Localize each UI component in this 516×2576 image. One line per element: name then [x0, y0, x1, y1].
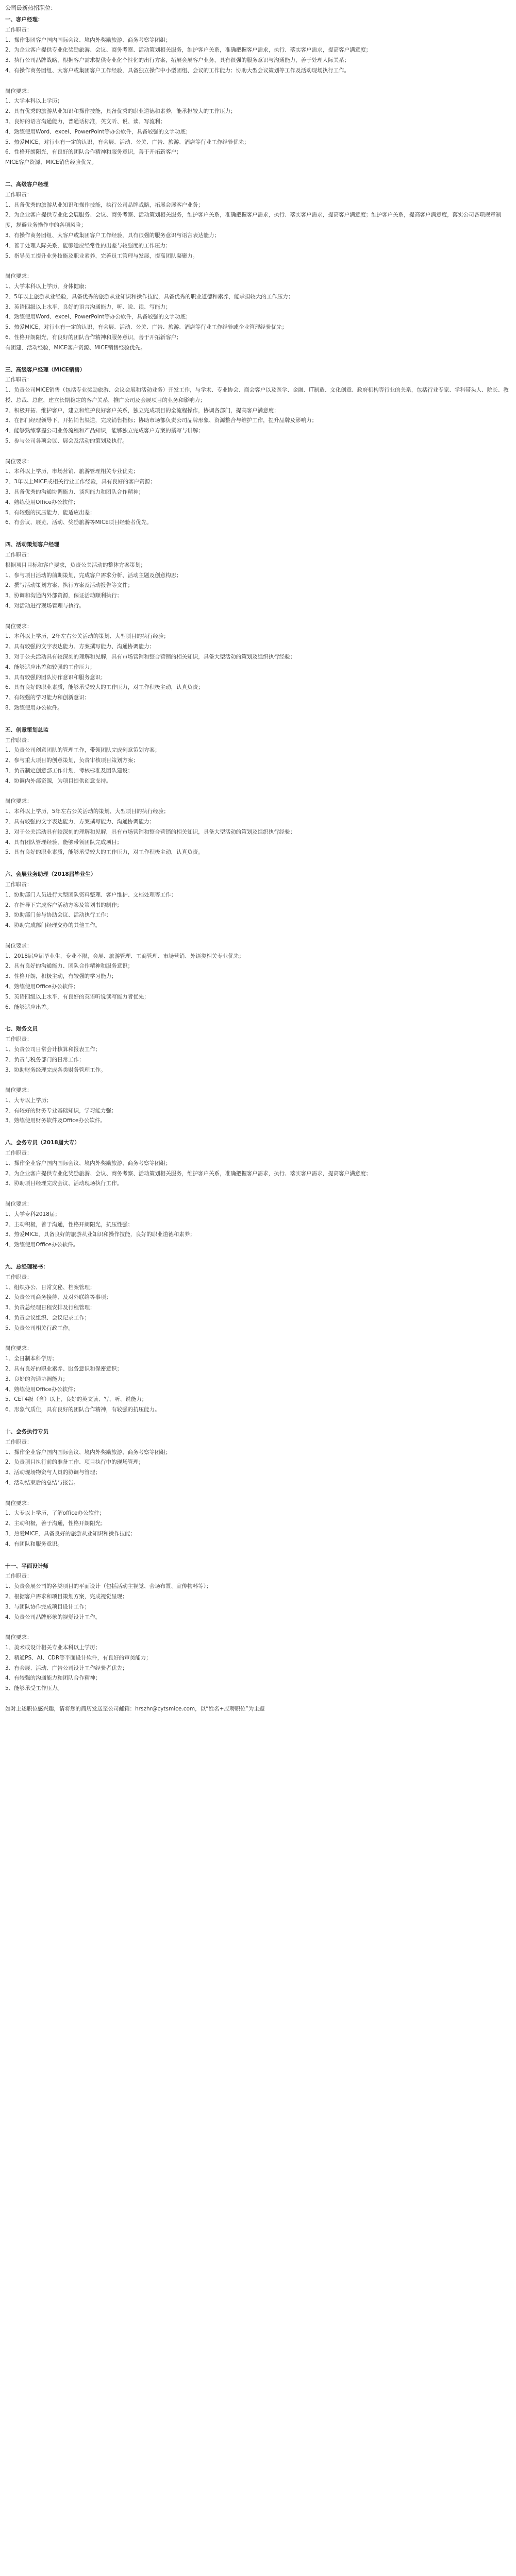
duty-item: 3、负责总经理日程安排及行程管理；: [5, 1304, 95, 1311]
duty-item: 1、负责公司创意团队的管理工作，带领团队完成创意策划方案；: [5, 747, 160, 754]
requirement-item: 3、英语四级以上水平，良好的语言沟通能力，听、说、读、写能力；: [5, 303, 171, 310]
job-section: [5, 1262, 509, 1415]
requirement-item: 2、具有较强的文字表达能力、方案撰写能力、沟通协调能力；: [5, 818, 155, 825]
requirement-item: 4、熟练使用Office办公软件；: [5, 983, 79, 990]
duty-label: 工作职责：: [5, 1573, 32, 1580]
requirement-item: 1、大专以上学历，了解office办公软件；: [5, 1510, 105, 1517]
requirement-item: 1、大学本科以上学历，身体健康；: [5, 283, 90, 290]
duty-item: 2、负责与税务部门的日常工作；: [5, 1056, 85, 1063]
paragraph-gap: [5, 1622, 509, 1633]
requirement-item: 5、热爱MICE，对行业有一定的认识，有会展、活动、公关、广告、旅游、酒店等行业工作经验或企业管理经验优先；: [5, 324, 288, 331]
requirement-item: 2、具有良好的职业素养、服务意识和保密意识；: [5, 1366, 123, 1372]
duty-item: 4、活动结束后的总结与报告。: [5, 1479, 79, 1486]
requirement-item: 2、主动积极，善于沟通，性格开朗阳光；: [5, 1520, 106, 1527]
duty-label: 工作职责：: [5, 191, 32, 198]
paragraph-gap: [5, 76, 509, 87]
requirement-label: 岗位要求：: [5, 88, 32, 94]
requirement-item: 3、具备优秀的沟通协调能力、谈判能力和团队合作精神；: [5, 489, 144, 496]
job-title: 七、财务文员: [5, 1026, 38, 1032]
requirement-item: 8、熟练使用办公软件。: [5, 705, 63, 711]
duty-item: 2、负责项目执行前的准备工作、项目执行中的现场管理；: [5, 1459, 144, 1466]
duty-label: 工作职责：: [5, 26, 32, 33]
duty-label: 工作职责：: [5, 737, 32, 743]
duty-item: 根据项目目标和客户要求，负责公关活动的整体方案策划；: [5, 562, 146, 568]
requirement-item: 6、具有良好的职业素质，能够承受较大的工作压力，对工作积极主动，认真负责；: [5, 684, 204, 691]
job-section: [5, 540, 509, 714]
requirement-item: 6、性格开朗阳光，有良好的团队合作精神和服务意识，善于开拓新客户；: [5, 149, 182, 156]
duty-item: 4、负责公司品牌形象的视觉设计工作。: [5, 1614, 101, 1620]
requirement-item: 4、能够适应出差和较强的工作压力；: [5, 664, 95, 670]
duty-label: 工作职责：: [5, 377, 32, 383]
duty-label: 工作职责：: [5, 1150, 32, 1157]
job-title: 一、客户经理：: [5, 16, 43, 23]
duty-item: 1、协助部门人员进行大型团队资料整理、客户维护、文档处理等工作；: [5, 891, 177, 898]
duty-item: 4、协调内外部资源，为项目提供创意支持。: [5, 777, 112, 784]
requirement-item: 有团建、活动经验，MICE客户资源、MICE销售经验优先。: [5, 344, 146, 351]
duty-item: 1、操作集团客户国内国际会议、境内外奖励旅游、商务考察等团组；: [5, 37, 171, 43]
requirement-item: 4、熟练使用Word、excel、PowerPoint等办公软件，具备较强的文字功底；: [5, 128, 191, 135]
requirement-item: 1、本科以上学历，2年左右公关活动的策划、大型项目的执行经验；: [5, 633, 169, 640]
requirement-item: 1、全日制本科学历；: [5, 1355, 58, 1362]
job-title: 二、高级客户经理: [5, 181, 48, 188]
requirement-item: 2、具有较强的文字表达能力、方案撰写能力、沟通协调能力；: [5, 643, 155, 650]
duty-item: 1、具备优秀的旅游从业知识和操作技能，执行公司品牌战略，拓展会展客户业务；: [5, 201, 204, 208]
duty-item: 2、在指导下完成客户活动方案及策划书的制作；: [5, 902, 123, 908]
duty-label: 工作职责：: [5, 1438, 32, 1445]
duty-item: 4、善于处理人际关系，能够适应经常性的出差与较强度的工作压力；: [5, 242, 171, 249]
job-section: [5, 365, 509, 529]
job-section: [5, 180, 509, 353]
footer-contact: 如对上述职位感兴趣，请将您的简历发送至公司邮箱：hrszhr@cytsmice.com，以“姓名+应聘职位”为主题: [5, 1705, 265, 1712]
requirement-item: 5、能够承受工作压力。: [5, 1685, 63, 1692]
job-title: 五、创意策划总监: [5, 726, 48, 733]
requirement-item: 3、良好的沟通协调能力；: [5, 1376, 69, 1382]
duty-label: 工作职责：: [5, 1036, 32, 1043]
requirement-item: 1、大学专科2018届；: [5, 1211, 60, 1217]
requirement-item: 3、性格开朗，积极主动，有较强的学习能力；: [5, 973, 117, 980]
job-section: [5, 725, 509, 858]
requirement-label: 岗位要求：: [5, 798, 32, 805]
duty-item: 2、参与重大项目的创意策划，负责审核项目策划方案；: [5, 757, 139, 764]
requirement-item: 6、有会议、展览、活动、奖励旅游等MICE项目经验者优先。: [5, 519, 152, 526]
requirement-item: 4、具有团队管理经验，能够带领团队完成项目；: [5, 839, 123, 845]
requirement-item: 3、有会展、活动、广告公司设计工作经验者优先；: [5, 1665, 128, 1671]
duty-item: 1、操作企业客户国内国际会议、境内外奖励旅游、商务考察等团组；: [5, 1449, 171, 1455]
sections-container: [5, 15, 509, 1694]
duty-item: 2、负责公司商务接待、及对外联络等事项；: [5, 1294, 112, 1301]
paragraph-gap: [5, 447, 509, 457]
duty-item: 4、负责会议组织、会议记录工作；: [5, 1315, 90, 1321]
duty-item: 3、协调和沟通内外部资源，保证活动顺利执行；: [5, 592, 123, 599]
duty-item: 4、能够熟练掌握公司业务流程和产品知识，能够独立完成客户方案的撰写与讲解；: [5, 428, 204, 434]
duty-item: 5、负责公司相关行政工作。: [5, 1325, 74, 1331]
job-section: [5, 1024, 509, 1126]
duty-label: 工作职责：: [5, 552, 32, 558]
requirement-item: 5、具有良好的职业素质，能够承受较大的工作压力，对工作积极主动，认真负责。: [5, 849, 204, 856]
duty-item: 3、与团队协作完成项目设计工作；: [5, 1603, 90, 1610]
requirement-item: 5、热爱MICE，对行业有一定的认识，有会展、活动、公关、广告、旅游、酒店等行业工作经验优先；: [5, 139, 249, 145]
job-title: 九、总经理秘书：: [5, 1264, 48, 1270]
requirement-item: 2、精通PS、AI、CDR等平面设计软件，有良好的审美能力；: [5, 1654, 152, 1661]
requirement-item: 6、能够适应出差。: [5, 1004, 52, 1010]
requirement-label: 岗位要求：: [5, 273, 32, 280]
requirement-item: 3、对于公关活动具有较深刻的理解和见解，具有市场营销和整合营销的相关知识，具备大型活动的策划及组织执行经验；: [5, 828, 296, 835]
requirement-label: 岗位要求：: [5, 1201, 32, 1208]
requirement-item: 1、美术或设计相关专业本科以上学历；: [5, 1644, 101, 1651]
requirement-item: 5、具有较强的团队协作意识和服务意识；: [5, 674, 106, 681]
requirement-label: 岗位要求：: [5, 623, 32, 630]
requirement-label: 岗位要求：: [5, 1345, 32, 1352]
requirement-item: 4、熟练使用Word、excel、PowerPoint等办公软件，具备较强的文字功底；: [5, 314, 191, 320]
requirement-item: 1、大学本科以上学历；: [5, 98, 63, 105]
requirement-label: 岗位要求：: [5, 942, 32, 949]
job-section: [5, 1427, 509, 1550]
requirement-item: 2、有较好的财务专业基础知识，学习能力强；: [5, 1107, 117, 1114]
requirement-item: 2、具有良好的沟通能力、团队合作精神和服务意识；: [5, 963, 134, 970]
duty-item: 3、协助项目经理完成会议、活动现场执行工作。: [5, 1180, 123, 1187]
requirement-item: 3、熟练使用财务软件及Office办公软件。: [5, 1117, 106, 1124]
duty-item: 2、为企业客户提供专业化会展服务、会议、商务考察、活动策划相关服务，维护客户关系，准确把握客户需求，执行、落实客户需求，提高客户满意度；维护客户关系，提高客户满意度，落实公司各项规章制度，规避业务操作中的各项风险；: [5, 212, 502, 229]
job-title: 八、会务专员（2018届大专）: [5, 1140, 80, 1146]
job-section: [5, 15, 509, 168]
requirement-item: 4、熟练使用Office办公软件。: [5, 1242, 79, 1248]
paragraph-gap: [5, 261, 509, 272]
duty-item: 2、为企业客户提供专业化奖励旅游、会议、商务考察、活动策划相关服务，维护客户关系，准确把握客户需求，执行、落实客户需求，提高客户满意度；: [5, 47, 372, 54]
paragraph-gap: [5, 931, 509, 941]
duty-item: 2、积极开拓、维护客户，建立和维护良好客户关系，独立完成项目的全流程操作，协调各部门，提高客户满意度；: [5, 407, 279, 414]
requirement-item: 2、5年以上旅游从业经验，具备优秀的旅游从业知识和操作技能，具备优秀的职业道德和素养，能承担较大的工作压力；: [5, 293, 294, 300]
job-section: [5, 870, 509, 1012]
duty-item: 2、撰写活动策划方案、执行方案及活动报告等文件；: [5, 582, 134, 589]
requirement-item: 3、热爱MICE，具备良好的旅游从业知识和操作技能，良好的职业道德和素养；: [5, 1231, 195, 1238]
requirement-item: 3、热爱MICE，具备良好的旅游从业知识和操作技能；: [5, 1530, 136, 1537]
duty-item: 2、根据客户需求和项目策划方案，完成视觉呈现；: [5, 1593, 128, 1600]
duty-item: 3、在部门经理领导下，开拓销售渠道，完成销售指标；协助市场部负责公司品牌形象、资源整合与维护工作，提升品牌及影响力；: [5, 417, 318, 424]
job-title: 六、会展业务助理（2018届毕业生）: [5, 871, 96, 878]
requirement-item: 7、有较强的学习能力和创新意识；: [5, 694, 90, 701]
duty-item: 1、参与项目活动的前期策划，完成客户需求分析、活动主题及创意构思；: [5, 572, 182, 579]
job-title: 十一、平面设计师: [5, 1563, 48, 1569]
duty-item: 1、负责公司日常会计核算和报表工作；: [5, 1046, 101, 1053]
job-title: 十、会务执行专员: [5, 1429, 48, 1435]
requirement-item: 4、有团队和服务意识。: [5, 1540, 63, 1547]
requirement-item: 2、具有优秀的旅游从业知识和操作技能，具备优秀的职业道德和素养，能承担较大的工作压力；: [5, 108, 236, 115]
page-title: 公司最新热招职位：: [5, 5, 56, 11]
requirement-label: 岗位要求：: [5, 1634, 32, 1641]
job-title: 三、高级客户经理（MICE销售）: [5, 366, 86, 373]
requirement-item: 1、2018届应届毕业生，专业不限，会展、旅游管理、工商管理、市场营销、外语类相关专业优先；: [5, 953, 244, 959]
job-section: [5, 1562, 509, 1694]
requirement-label: 岗位要求：: [5, 458, 32, 465]
duty-item: 4、协助完成部门经理交办的其他工作。: [5, 922, 101, 929]
requirement-item: 6、形象气质佳，具有良好的团队合作精神，有较强的抗压能力。: [5, 1406, 160, 1413]
paragraph-gap: [5, 1075, 509, 1086]
duty-item: 1、组织办公、日常文秘、档案管理；: [5, 1284, 95, 1291]
duty-item: 3、协助部门参与协助会议、活动执行工作；: [5, 912, 112, 919]
requirement-item: 5、有较强的抗压能力，能适应出差；: [5, 509, 95, 516]
duty-item: 5、参与公司各项会议、展会及活动的策划及执行。: [5, 438, 128, 445]
duty-label: 工作职责：: [5, 1274, 32, 1280]
duty-item: 1、负责公司MICE销售（包括专业奖励旅游、会议会展和活动业务）开发工作，与学术、专业协会、商会客户以及医学、金融、IT制造、文化创意、政府机构等行业的关系，包括行业专家、学科带头人、院长、教授、总裁、总监，建立长期稳定的客户关系，推广公司及会展项目的业务和影响力；: [5, 387, 509, 403]
duty-item: 1、操作企业客户国内国际会议、境内外奖励旅游、商务考察等团组；: [5, 1160, 171, 1166]
requirement-item: 5、CET4级（含）以上，良好的英文读、写、听、说能力；: [5, 1396, 147, 1403]
duty-item: 3、协助财务经理完成各类财务管理工作。: [5, 1066, 106, 1073]
job-section: [5, 1138, 509, 1250]
requirement-item: 2、3年以上MICE或相关行业工作经验，具有良好的客户资源；: [5, 479, 156, 485]
requirement-item: 3、对于公关活动具有较深刻的理解和见解，具有市场营销和整合营销的相关知识，具备大型活动的策划及组织执行经验；: [5, 654, 296, 660]
requirement-label: 岗位要求：: [5, 1087, 32, 1094]
requirement-item: 1、大专以上学历；: [5, 1097, 52, 1104]
requirement-item: MICE客户资源、MICE销售经验优先。: [5, 159, 97, 166]
requirement-item: 1、本科以上学历，市场营销、旅游管理相关专业优先；: [5, 468, 139, 475]
requirement-item: 4、熟练使用Office办公软件；: [5, 499, 79, 505]
paragraph-gap: [5, 1334, 509, 1344]
duty-item: 1、负责会展公司的各类项目的平面设计（包括活动主视觉、会场布置、宣传物料等）；: [5, 1583, 212, 1590]
paragraph-gap: [5, 1189, 509, 1199]
requirement-item: 6、性格开朗阳光，有良好的团队合作精神和服务意识，善于开拓新客户；: [5, 334, 182, 341]
duty-item: 2、为企业客户提供专业化奖励旅游、会议、商务考察、活动策划相关服务，维护客户关系，准确把握客户需求，执行、落实客户需求，提高客户满意度；: [5, 1170, 372, 1177]
requirement-label: 岗位要求：: [5, 1500, 32, 1506]
duty-item: 5、指导员工提升业务技能及职业素养，完善员工管理与发展，提高团队凝聚力。: [5, 252, 198, 259]
requirement-item: 4、熟练使用Office办公软件；: [5, 1386, 79, 1393]
paragraph-gap: [5, 1488, 509, 1499]
requirement-item: 2、主动积极，善于沟通，性格开朗阳光，抗压性强；: [5, 1221, 134, 1228]
paragraph-gap: [5, 787, 509, 797]
requirement-item: 4、有较强的沟通能力和团队合作精神；: [5, 1675, 101, 1682]
job-title: 四、活动策划客户经理: [5, 541, 59, 548]
duty-item: 4、对活动进行现场管理与执行。: [5, 603, 85, 609]
duty-item: 4、有操作商务团组、大客户或集团客户工作经验，具备独立操作中小型团组、会议的工作能力；协助大型会议策划等工作及活动现场执行工作。: [5, 67, 350, 74]
duty-item: 3、执行公司品牌战略，根据客户需求提供专业化个性化的出行方案，拓展会展客户业务，具有很强的服务意识与沟通能力，善于处理人际关系；: [5, 57, 350, 64]
duty-item: 3、有操作商务团组、大客户或集团客户工作经验，具有很强的服务意识与语言表达能力；: [5, 232, 220, 239]
duty-label: 工作职责：: [5, 881, 32, 888]
paragraph-gap: [5, 612, 509, 622]
duty-item: 3、活动现场物资与人员的协调与管理；: [5, 1469, 101, 1476]
duty-item: 3、负责制定创意部工作计划、考核标准及团队建设；: [5, 767, 134, 774]
requirement-item: 5、英语四级以上水平，有良好的英语听说读写能力者优先；: [5, 993, 149, 1000]
requirement-item: 1、本科以上学历，5年左右公关活动的策划、大型项目的执行经验；: [5, 808, 169, 815]
requirement-item: 3、良好的语言沟通能力，普通话标准，英文听、说、读、写流利；: [5, 118, 166, 125]
